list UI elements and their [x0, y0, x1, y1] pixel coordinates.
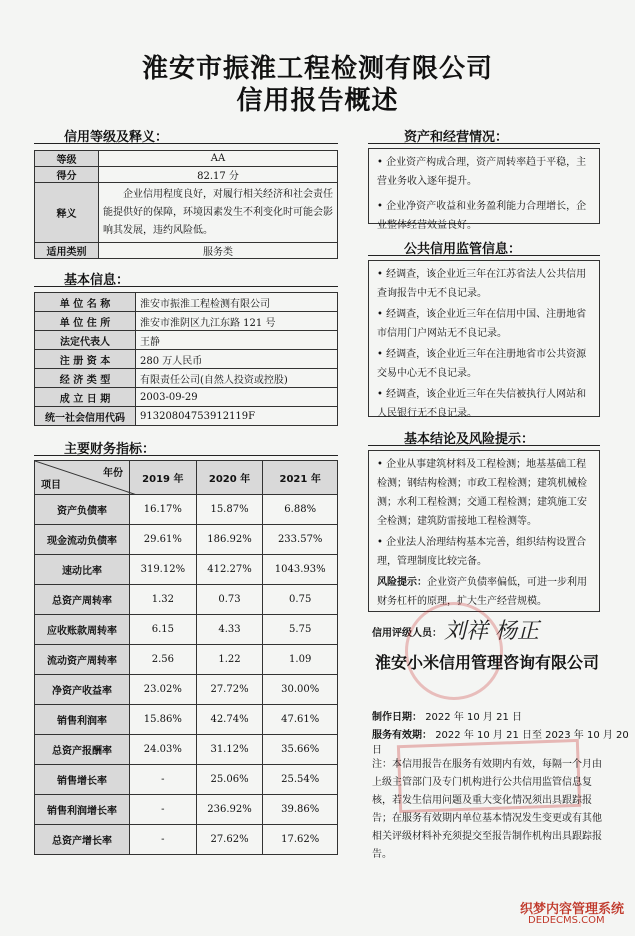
finance-cell: - — [130, 765, 197, 795]
conclusion-item: • 企业从事建筑材料及工程检测；地基基础工程检测；钢结构检测；市政工程检测；建筑机械检测；水利工程检测；交通工程检测；建筑施工安全检测；建筑防雷接地工程检测等。 — [377, 459, 587, 527]
public-heading: 公共信用监管信息： — [404, 242, 522, 257]
basic-label: 成 立 日 期 — [35, 388, 136, 407]
category-label: 适用类别 — [35, 243, 99, 259]
basic-label: 经 济 类 型 — [35, 369, 136, 388]
finance-row — [35, 735, 338, 765]
finance-cell: 233.57% — [263, 525, 338, 555]
finance-row — [35, 645, 338, 675]
finance-row — [35, 705, 338, 735]
report-title: 淮安市振淮工程检测有限公司 — [141, 54, 493, 84]
asset-heading: 资产和经营情况： — [404, 130, 509, 145]
rater-label: 信用评级人员： — [372, 628, 442, 639]
finance-row-name: 应收账款周转率 — [35, 615, 130, 645]
conclusion-item: • 企业法人治理结构基本完善，组织结构设置合理，管理制度比较完备。 — [377, 537, 587, 567]
header-year-label: 年份 — [103, 468, 123, 479]
org-seal-stamp — [405, 602, 503, 700]
basic-value: 2003-09-29 — [136, 388, 338, 407]
finance-cell: 15.87% — [196, 495, 263, 525]
grade-label: 等级 — [35, 151, 99, 167]
finance-cell: 27.62% — [196, 825, 263, 855]
finance-row-name: 现金流动负债率 — [35, 525, 130, 555]
finance-row-name: 总资产增长率 — [35, 825, 130, 855]
asset-heading-rule — [368, 143, 600, 144]
basic-label: 单 位 住 所 — [35, 312, 136, 331]
finance-cell: 39.86% — [263, 795, 338, 825]
finance-cell: 236.92% — [196, 795, 263, 825]
finance-cell: 0.75 — [263, 585, 338, 615]
credit-heading: 信用等级及释义： — [64, 130, 169, 145]
report-note: 注：本信用报告在服务有效期内有效，每隔一个月由上级主管部门及专门机构进行公共信用监管信息复核，若发生信用问题及重大变化情况须出具跟踪报告；在服务有效期内单位基本情况发生变更或有其他相关评级材料补充须提交至报告制作机构出具跟踪报告。 — [372, 759, 602, 860]
finance-cell: 15.86% — [130, 705, 197, 735]
finance-cell: 6.15 — [130, 615, 197, 645]
basic-value: 有限责任公司(自然人投资或控股) — [136, 369, 338, 388]
finance-cell: 24.03% — [130, 735, 197, 765]
date-line: 制作日期： 2022 年 10 月 21 日 — [372, 712, 522, 723]
basic-label: 单 位 名 称 — [35, 293, 136, 312]
year-header: 2020 年 — [196, 461, 263, 495]
conclusion-box — [368, 450, 600, 612]
finance-cell: 27.72% — [196, 675, 263, 705]
finance-cell: 1043.93% — [263, 555, 338, 585]
finance-row-name: 销售利润率 — [35, 705, 130, 735]
finance-cell: 4.33 — [196, 615, 263, 645]
finance-row — [35, 525, 338, 555]
public-item: • 经调查，该企业近三年在失信被执行人网站和人民银行无不良记录。 — [377, 389, 587, 419]
finance-cell: 17.62% — [263, 825, 338, 855]
finance-row — [35, 585, 338, 615]
finance-cell: 1.09 — [263, 645, 338, 675]
grade-value: AA — [99, 151, 338, 167]
category-value: 服务类 — [99, 243, 338, 259]
finance-corner-cell — [35, 461, 130, 495]
finance-cell: 42.74% — [196, 705, 263, 735]
year-header: 2019 年 — [130, 461, 197, 495]
finance-row-name: 销售增长率 — [35, 765, 130, 795]
finance-cell: 412.27% — [196, 555, 263, 585]
basic-value: 淮安市淮阴区九江东路 121 号 — [136, 312, 338, 331]
finance-cell: 186.92% — [196, 525, 263, 555]
meaning-value: 企业信用程度良好，对履行相关经济和社会责任能提供好的保障，环境因素发生不利变化时可能会影响其发展，违约风险低。 — [99, 183, 338, 243]
watermark-url: DEDECMS.COM — [528, 915, 605, 926]
basic-value: 280 万人民币 — [136, 350, 338, 369]
finance-row-name: 资产负债率 — [35, 495, 130, 525]
meaning-label: 释义 — [35, 183, 99, 243]
public-heading-rule — [368, 255, 600, 256]
finance-table — [34, 460, 338, 855]
public-item: • 经调查，该企业近三年在江苏省法人公共信用查询报告中无不良记录。 — [377, 269, 587, 299]
conclusion-heading: 基本结论及风险提示： — [404, 432, 535, 447]
year-header: 2021 年 — [263, 461, 338, 495]
finance-cell: 23.02% — [130, 675, 197, 705]
public-item: • 经调查，该企业近三年在注册地省市公共资源交易中心无不良记录。 — [377, 349, 587, 379]
credit-heading-rule — [34, 143, 338, 144]
watermark-text: 织梦内容管理系统 — [520, 902, 625, 917]
report-subtitle: 信用报告概述 — [236, 86, 399, 116]
asset-item: • 企业资产构成合理，资产周转率趋于平稳，主营业务收入逐年提升。 — [377, 157, 587, 187]
org-name: 淮安小米信用管理咨询有限公司 — [374, 653, 599, 672]
finance-cell: 35.66% — [263, 735, 338, 765]
asset-box — [368, 148, 600, 231]
score-label: 得分 — [35, 167, 99, 183]
finance-cell: 1.32 — [130, 585, 197, 615]
basic-heading: 基本信息： — [64, 273, 130, 288]
finance-heading: 主要财务指标： — [64, 442, 156, 457]
risk-note: 风险提示：企业资产负债率偏低，可进一步利用财务杠杆的原理，扩大生产经营规模。 — [377, 577, 587, 607]
finance-cell: 319.12% — [130, 555, 197, 585]
credit-table — [34, 150, 338, 259]
finance-cell: 25.54% — [263, 765, 338, 795]
finance-cell: - — [130, 825, 197, 855]
basic-info-table — [34, 292, 338, 426]
basic-value: 王静 — [136, 331, 338, 350]
basic-value: 91320804753912119F — [136, 407, 338, 426]
finance-cell: - — [130, 795, 197, 825]
finance-cell: 30.00% — [263, 675, 338, 705]
conclusion-heading-rule — [368, 445, 600, 446]
public-item: • 经调查，该企业近三年在信用中国、注册地省市信用门户网站无不良记录。 — [377, 309, 587, 339]
finance-row-name: 总资产周转率 — [35, 585, 130, 615]
finance-row — [35, 555, 338, 585]
score-value: 82.17 分 — [99, 167, 338, 183]
finance-cell: 29.61% — [130, 525, 197, 555]
finance-heading-rule — [34, 455, 338, 456]
header-item-label: 项目 — [41, 480, 61, 491]
rater-signature: 刘祥 杨正 — [444, 619, 539, 644]
finance-cell: 25.06% — [196, 765, 263, 795]
finance-row — [35, 495, 338, 525]
finance-cell: 31.12% — [196, 735, 263, 765]
basic-label: 法定代表人 — [35, 331, 136, 350]
basic-value: 淮安市振淮工程检测有限公司 — [136, 293, 338, 312]
finance-cell: 1.22 — [196, 645, 263, 675]
finance-row-name: 净资产收益率 — [35, 675, 130, 705]
finance-cell: 6.88% — [263, 495, 338, 525]
finance-row — [35, 825, 338, 855]
finance-row — [35, 615, 338, 645]
public-box — [368, 260, 600, 417]
basic-heading-rule — [34, 286, 338, 287]
finance-row — [35, 675, 338, 705]
finance-cell: 5.75 — [263, 615, 338, 645]
basic-label: 注 册 资 本 — [35, 350, 136, 369]
finance-row-name: 流动资产周转率 — [35, 645, 130, 675]
asset-item: • 企业净资产收益和业务盈利能力合理增长，企业整体经营效益良好。 — [377, 201, 587, 231]
finance-row-name: 销售利润增长率 — [35, 795, 130, 825]
basic-label: 统一社会信用代码 — [35, 407, 136, 426]
finance-row-name: 总资产报酬率 — [35, 735, 130, 765]
finance-cell: 2.56 — [130, 645, 197, 675]
finance-row — [35, 795, 338, 825]
finance-row-name: 速动比率 — [35, 555, 130, 585]
finance-cell: 16.17% — [130, 495, 197, 525]
validity-line: 服务有效期： 2022 年 10 月 21 日至 2023 年 10 月 20 日 — [372, 730, 629, 756]
finance-cell: 47.61% — [263, 705, 338, 735]
finance-cell: 0.73 — [196, 585, 263, 615]
finance-row — [35, 765, 338, 795]
